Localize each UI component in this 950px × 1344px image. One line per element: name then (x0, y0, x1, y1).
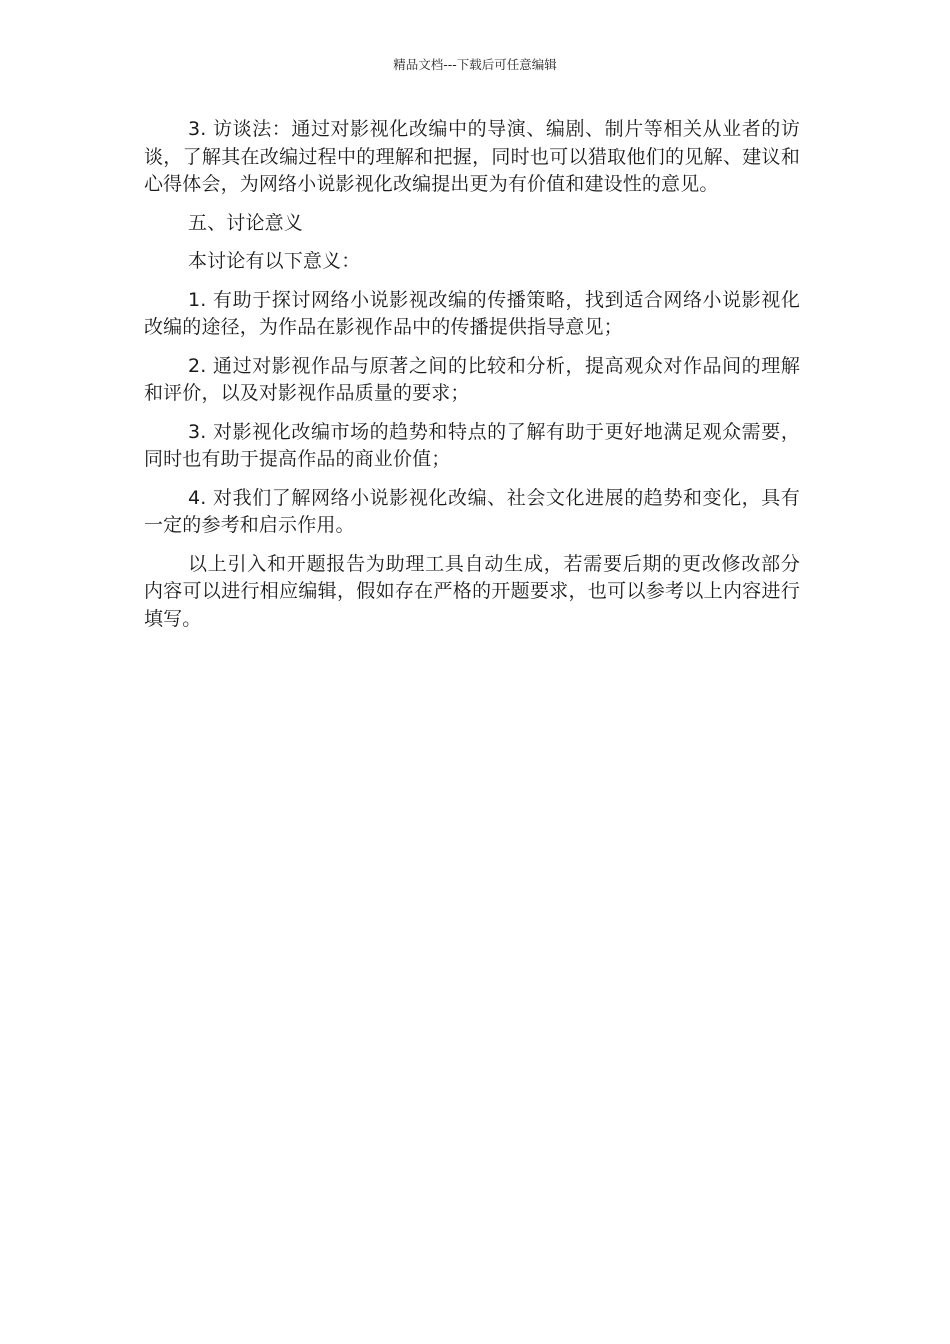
page-header: 精品文档---下载后可任意编辑 (393, 57, 557, 72)
list-item-significance-1: 1. 有助于探讨网络小说影视改编的传播策略，找到适合网络小说影视化改编的途径，为作品在影视作品中的传播提供指导意见； (144, 288, 800, 338)
list-item-significance-3: 3. 对影视化改编市场的趋势和特点的了解有助于更好地满足观众需要，同时也有助于提高作品的商业价值； (144, 420, 800, 470)
paragraph-interview-method: 3. 访谈法：通过对影视化改编中的导演、编剧、制片等相关从业者的访谈，了解其在改编过程中的理解和把握，同时也可以猎取他们的见解、建议和心得体会，为网络小说影视化改编提出更为有价值和建设性的意见。 (144, 118, 800, 195)
document-body (144, 116, 800, 644)
paragraph-significance-intro: 本讨论有以下意义： (188, 250, 361, 272)
section-heading-significance: 五、讨论意义 (188, 211, 303, 234)
list-item-significance-2: 2. 通过对影视作品与原著之间的比较和分析，提高观众对作品间的理解和评价，以及对影视作品质量的要求； (144, 354, 800, 404)
list-item-significance-4: 4. 对我们了解网络小说影视化改编、社会文化进展的趋势和变化，具有一定的参考和启示作用。 (144, 486, 800, 536)
paragraph-closing-note: 以上引入和开题报告为助理工具自动生成，若需要后期的更改修改部分内容可以进行相应编辑，假如存在严格的开题要求，也可以参考以上内容进行填写。 (144, 552, 800, 630)
